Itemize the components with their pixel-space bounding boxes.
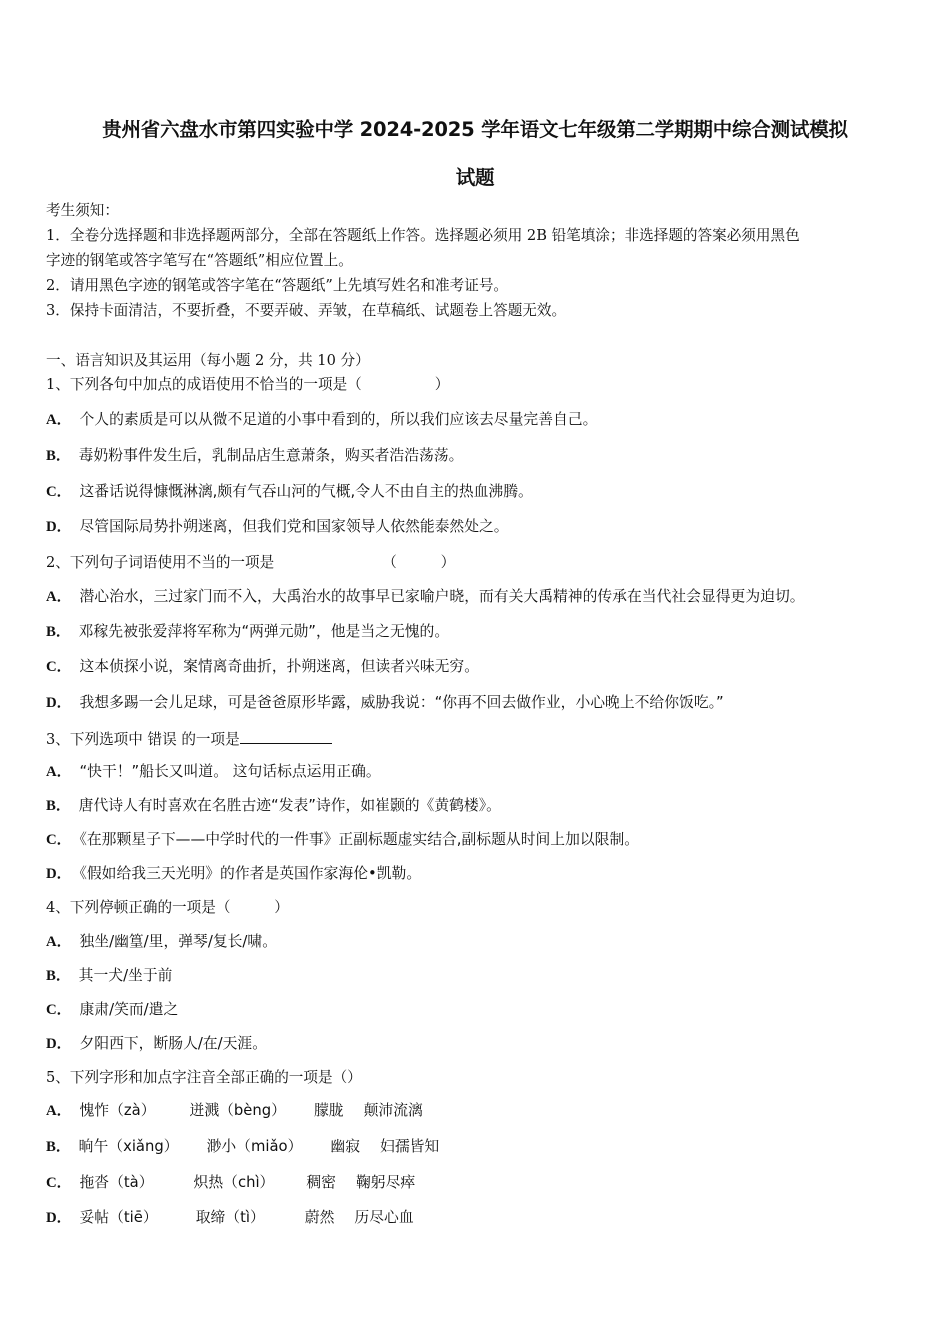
- option-part: 幽寂: [330, 1138, 361, 1155]
- option-label: A．: [46, 589, 72, 605]
- question-3-stem: [46, 729, 332, 750]
- notice-item-1: 1．全卷分选择题和非选择题两部分，全部在答题纸上作答。选择题必须用 2B 铅笔填涂；非选择题的答案必须用黑色: [46, 227, 800, 244]
- question-2-stem-text: 2、下列句子词语使用不当的一项是: [46, 554, 275, 571]
- option-part: 炽热（chì）: [193, 1174, 275, 1191]
- option-text: 《在那颗星子下——中学时代的一件事》正副标题虚实结合,副标题从时间上加以限制。: [79, 831, 640, 848]
- option-part: 愧怍（zà）: [79, 1102, 156, 1119]
- option-text: 其一犬/坐于前: [78, 967, 173, 984]
- option-part: 妇孺皆知: [380, 1138, 440, 1155]
- question-1-option-a: [46, 410, 597, 430]
- question-5-option-d: [46, 1208, 414, 1228]
- option-part: 拖沓（tà）: [79, 1174, 154, 1191]
- option-label: B．: [46, 624, 71, 640]
- question-3-stem-text: 3、下列选项中 错误 的一项是: [46, 731, 240, 748]
- option-text: 夕阳西下，断肠人/在/天涯。: [79, 1035, 268, 1052]
- option-part: 蔚然: [304, 1209, 335, 1226]
- question-3-option-d: [46, 864, 421, 884]
- option-label: C．: [46, 484, 72, 500]
- option-part: 鞠躬尽瘁: [355, 1174, 416, 1191]
- question-4-option-b: [46, 966, 172, 986]
- exam-title-line-2: 试题: [455, 166, 495, 189]
- question-4-option-c: [46, 1000, 178, 1020]
- question-2-stem-paren: （ ）: [382, 554, 456, 571]
- notice-item-2: 2．请用黑色字迹的钢笔或答字笔在“答题纸”上先填写姓名和准考证号。: [46, 277, 509, 294]
- option-label: B．: [46, 1139, 71, 1155]
- question-5-stem: 5、下列字形和加点字注音全部正确的一项是（）: [46, 1069, 362, 1086]
- question-2-option-a: [46, 587, 805, 607]
- option-part: 颠沛流漓: [363, 1102, 423, 1119]
- exam-title-line-1: 贵州省六盘水市第四实验中学 2024-2025 学年语文七年级第二学期期中综合测试模拟: [102, 118, 848, 141]
- option-label: C．: [46, 659, 72, 675]
- option-part: 朦胧: [313, 1102, 344, 1119]
- option-label: C．: [46, 1002, 72, 1018]
- question-5-option-b: [46, 1137, 439, 1157]
- option-text: 这番话说得慷慨淋漓,颇有气吞山河的气概,令人不由自主的热血沸腾。: [79, 483, 533, 500]
- option-text: “快干！”船长又叫道。 这句话标点运用正确。: [79, 763, 381, 780]
- notice-heading: 考生须知：: [46, 202, 119, 219]
- option-text: 独坐/幽篁/里，弹琴/复长/啸。: [79, 933, 277, 950]
- option-label: A．: [46, 412, 72, 428]
- option-text: 潜心治水，三过家门而不入，大禹治水的故事早已家喻户晓，而有关大禹精神的传承在当代社会显得更为迫切。: [79, 588, 805, 605]
- option-part: 稠密: [306, 1174, 336, 1191]
- option-text: 个人的素质是可以从微不足道的小事中看到的，所以我们应该去尽量完善自己。: [79, 411, 598, 428]
- option-label: D．: [46, 695, 72, 711]
- option-text: 康肃/笑而/遣之: [79, 1001, 179, 1018]
- option-part: 晌午（xiǎng）: [78, 1138, 179, 1155]
- option-text: 毒奶粉事件发生后，乳制品店生意萧条，购买者浩浩荡荡。: [78, 447, 464, 464]
- question-2-stem: [46, 553, 455, 573]
- question-1-option-c: [46, 482, 533, 502]
- question-3-option-c: [46, 830, 639, 850]
- notice-item-1-cont: 字迹的钢笔或答字笔写在“答题纸”相应位置上。: [46, 252, 353, 269]
- option-label: A．: [46, 934, 72, 950]
- option-text: 尽管国际局势扑朔迷离，但我们党和国家领导人依然能泰然处之。: [79, 518, 509, 535]
- option-part: 取缔（tì）: [195, 1209, 265, 1226]
- question-5-option-a: [46, 1101, 423, 1121]
- option-text: 唐代诗人有时喜欢在名胜古迹“发表”诗作，如崔颢的《黄鹤楼》。: [78, 797, 501, 814]
- option-label: D．: [46, 866, 72, 882]
- option-text: 这本侦探小说，案情离奇曲折，扑朔迷离，但读者兴味无穷。: [79, 658, 480, 675]
- option-part: 妥帖（tiē）: [79, 1209, 158, 1226]
- question-4-stem: 4、下列停顿正确的一项是（ ）: [46, 899, 289, 916]
- question-5-option-c: [46, 1173, 415, 1193]
- question-1-option-b: [46, 446, 463, 466]
- option-label: B．: [46, 448, 71, 464]
- question-2-option-d: [46, 693, 724, 713]
- answer-blank[interactable]: [240, 729, 332, 744]
- option-label: B．: [46, 968, 71, 984]
- question-4-option-a: [46, 932, 277, 952]
- section-heading: 一、语言知识及其运用（每小题 2 分，共 10 分）: [46, 352, 370, 369]
- option-label: A．: [46, 1103, 72, 1119]
- notice-item-3: 3．保持卡面清洁，不要折叠，不要弄破、弄皱，在草稿纸、试题卷上答题无效。: [46, 302, 567, 319]
- option-text: 《假如给我三天光明》的作者是英国作家海伦•凯勒。: [79, 865, 422, 882]
- question-2-option-b: [46, 622, 449, 642]
- question-1-stem: 1、下列各句中加点的成语使用不恰当的一项是（ ）: [46, 376, 450, 393]
- question-4-option-d: [46, 1034, 267, 1054]
- question-3-option-a: [46, 762, 381, 782]
- option-label: D．: [46, 519, 72, 535]
- option-label: A．: [46, 764, 72, 780]
- question-2-option-c: [46, 657, 479, 677]
- option-label: B．: [46, 798, 71, 814]
- option-text: 我想多踢一会儿足球，可是爸爸原形毕露，威胁我说：“你再不回去做作业，小心晚上不给你饭吃。”: [79, 694, 724, 711]
- option-part: 渺小（miǎo）: [206, 1138, 303, 1155]
- option-label: C．: [46, 1175, 72, 1191]
- option-label: D．: [46, 1036, 72, 1052]
- option-part: 迸溅（bèng）: [189, 1102, 286, 1119]
- option-text: 邓稼先被张爱萍将军称为“两弹元勋”，他是当之无愧的。: [78, 623, 450, 640]
- option-part: 历尽心血: [354, 1209, 414, 1226]
- option-label: D．: [46, 1210, 72, 1226]
- question-3-option-b: [46, 796, 501, 816]
- question-1-option-d: [46, 517, 509, 537]
- option-label: C．: [46, 832, 72, 848]
